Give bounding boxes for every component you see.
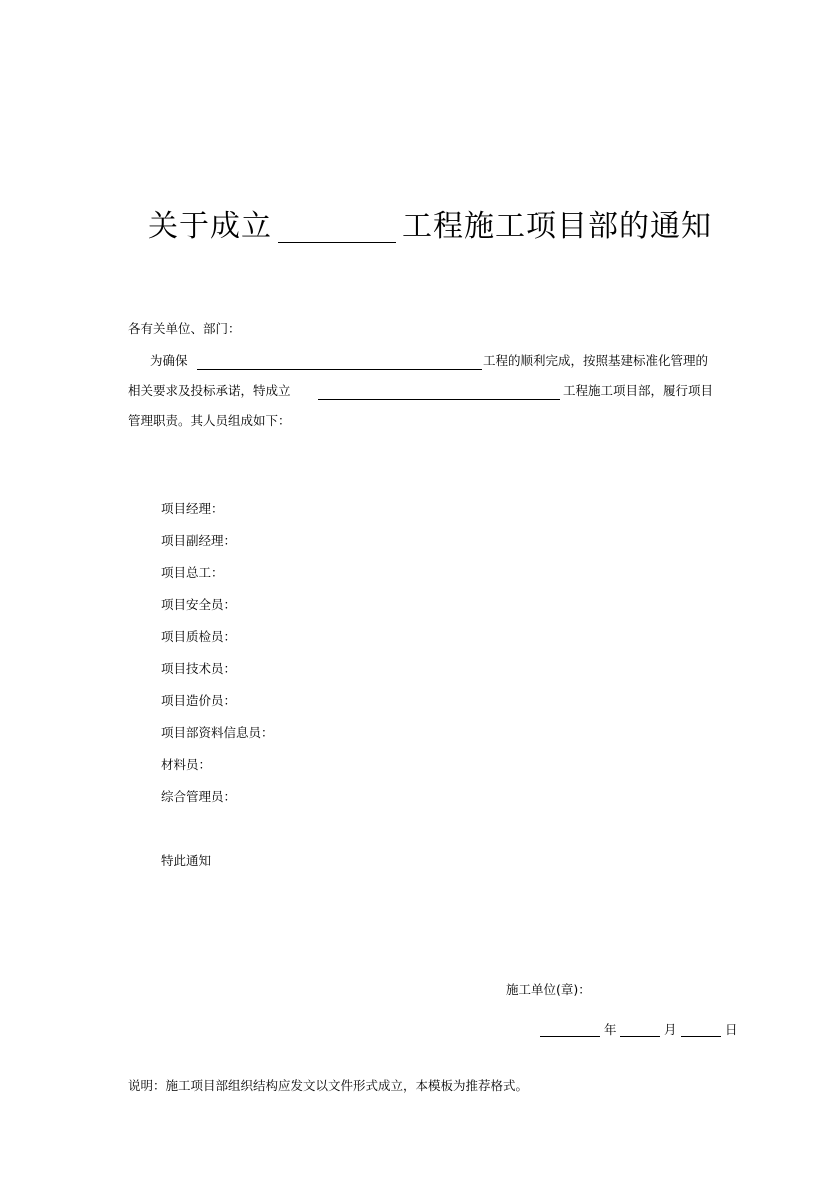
- roster-item-materials-officer: 材料员：: [161, 757, 212, 772]
- month-blank[interactable]: [620, 1036, 660, 1037]
- paragraph-line1-end: 工程的顺利完成，按照基建标准化管理的: [483, 353, 709, 368]
- roster-item-technician: 项目技术员：: [161, 661, 237, 676]
- title-suffix: 工程施工项目部的通知: [402, 209, 712, 244]
- closing-text: 特此通知: [161, 853, 212, 868]
- day-blank[interactable]: [681, 1036, 721, 1037]
- paragraph-line2-end: 工程施工项目部，履行项目: [563, 383, 714, 398]
- roster-item-chief-engineer: 项目总工：: [161, 565, 224, 580]
- document-title: [148, 205, 712, 249]
- roster-item-deputy-manager: 项目副经理：: [161, 533, 237, 548]
- roster-item-cost-estimator: 项目造价员：: [161, 693, 237, 708]
- year-label: 年: [604, 1022, 617, 1037]
- title-prefix: 关于成立: [148, 209, 272, 244]
- project-name-blank-1[interactable]: [197, 369, 482, 370]
- roster-item-quality-inspector: 项目质检员：: [161, 629, 237, 644]
- paragraph-line1-start: 为确保: [150, 353, 188, 368]
- paragraph-line3: 管理职责。其人员组成如下：: [128, 413, 291, 428]
- footnote: 说明：施工项目部组织结构应发文以文件形式成立，本模板为推荐格式。: [128, 1078, 529, 1093]
- project-name-blank-2[interactable]: [318, 399, 560, 400]
- year-blank[interactable]: [540, 1036, 600, 1037]
- roster-item-safety-officer: 项目安全员：: [161, 597, 237, 612]
- month-label: 月: [664, 1022, 677, 1037]
- title-project-name-blank[interactable]: [278, 208, 396, 243]
- roster-item-general-manager: 综合管理员：: [161, 789, 237, 804]
- roster-item-information-officer: 项目部资料信息员：: [161, 725, 274, 740]
- day-label: 日: [725, 1022, 738, 1037]
- roster-item-project-manager: 项目经理：: [161, 501, 224, 516]
- salutation: 各有关单位、部门：: [128, 321, 241, 336]
- paragraph-line2-start: 相关要求及投标承诺，特成立: [128, 383, 291, 398]
- signature-unit-label: 施工单位(章)：: [506, 982, 591, 997]
